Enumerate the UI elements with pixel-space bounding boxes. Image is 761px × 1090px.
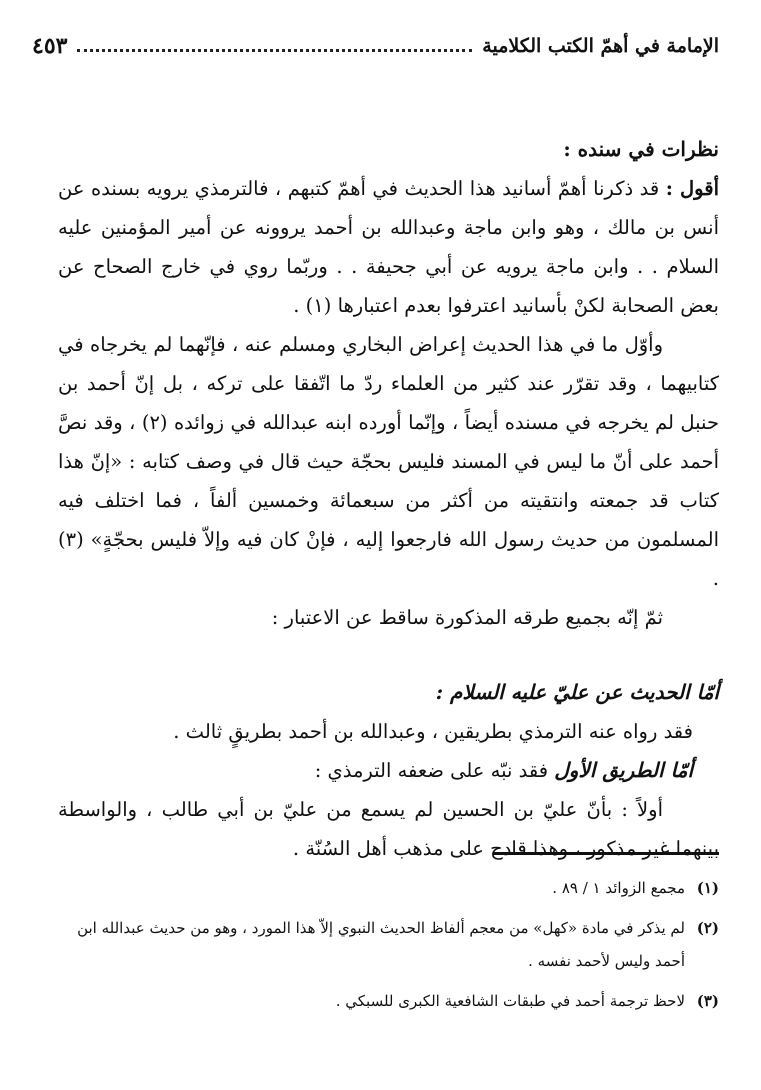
footnote-text: لاحظ ترجمة أحمد في طبقات الشافعية الكبرى للسبكي . [335, 992, 685, 1010]
footnote-separator [493, 852, 719, 855]
footnote-text: مجمع الزوائد ١ / ٨٩ . [552, 879, 685, 897]
footnote [54, 985, 719, 1018]
line-2-lead: أمّا الطريق الأول [554, 758, 693, 782]
line-2 [58, 751, 719, 790]
paragraph-1 [58, 169, 719, 325]
spacer [58, 637, 719, 673]
header-dot-leader [77, 45, 472, 52]
footnote [54, 872, 719, 905]
line-1: فقد رواه عنه الترمذي بطريقين ، وعبدالله بن أحمد بطريقٍ ثالث . [173, 720, 693, 743]
section-heading: نظرات في سنده : [563, 137, 719, 161]
footnote-number: (٢) [696, 919, 719, 937]
paragraph-4: أولاً : بأنّ عليّ بن الحسين لم يسمع من عليّ بن أبي طالب ، والواسطة بينهما غير مذكور ، وهذا قادح على مذهب أهل السُنّة . [58, 798, 719, 860]
paragraph-2: وأوّل ما في هذا الحديث إعراض البخاري ومسلم عنه ، فإنّهما لم يخرجاه في كتابيهما ، وقد تقرّر عند كثير من العلماء ردّ ما اتّفقا على تركه ، بل إنّ أحمد بن حنبل لم يخرجه في مسنده أيضاً ، وإنّما أورده ابنه عبدالله في زوائده (٢) ، وقد نصَّ أحمد على أنّ ما ليس في المسند فليس بحجّة حيث قال في وصف كتابه : «إنّ هذا كتاب قد جمعته وانتقيته من أكثر من سبعمائة وخمسين ألفاً ، فما اختلف فيه المسلمون من حديث رسول الله فارجعوا إليه ، فإنْ كان فيه وإلاّ فليس بحجّةٍ» (٣) . [58, 333, 719, 590]
footnote-text: لم يذكر في مادة «كهل» من معجم ألفاظ الحديث النبوي إلاّ هذا المورد ، وهو من حديث عبدالله ابن أحمد وليس لأحمد نفسه . [77, 919, 685, 970]
main-text [58, 130, 719, 868]
footnote-number: (٣) [696, 992, 719, 1010]
paragraph-1-text: قد ذكرنا أهمّ أسانيد هذا الحديث في أهمّ كتبهم ، فالترمذي يرويه بسنده عن أنس بن مالك ، وهو وابن ماجة وعبدالله بن أحمد يروونه عن أمير المؤمنين عليه السلام . . وابن ماجة يرويه عن أبي جحيفة . . وربّما روي في خارج الصحاح عن بعض الصحابة لكنْ بأسانيد اعترفوا بعدم اعتبارها (١) . [58, 177, 719, 317]
paragraph-1-lead: أقول : [665, 177, 719, 200]
paragraph-3: ثمّ إنّه بجميع طرقه المذكورة ساقط عن الاعتبار : [271, 606, 663, 629]
line-2-text: فقد نبّه على ضعفه الترمذي : [314, 759, 549, 782]
subheading: أمّا الحديث عن عليّ عليه السلام : [435, 680, 719, 704]
footnotes [54, 872, 719, 1025]
footnote [54, 912, 719, 978]
running-header [32, 28, 719, 64]
footnote-number: (١) [696, 879, 719, 897]
header-title: الإمامة في أهمّ الكتب الكلامية [482, 35, 719, 57]
page-number: ٤٥٣ [32, 33, 68, 59]
